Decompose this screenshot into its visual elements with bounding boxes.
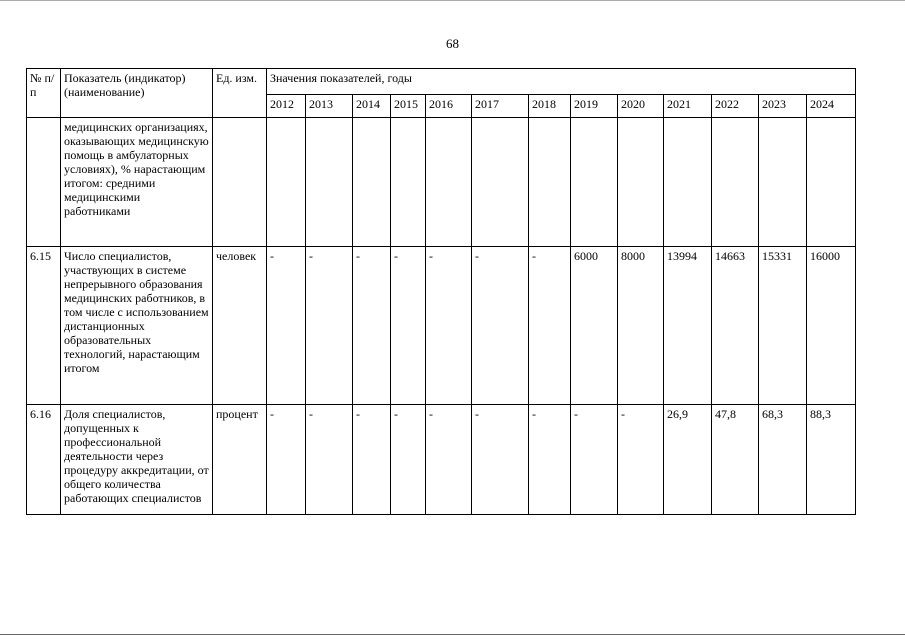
row-value: - (529, 405, 571, 515)
year-header: 2022 (712, 95, 759, 118)
row-value: - (618, 405, 664, 515)
year-header: 2020 (618, 95, 664, 118)
year-header: 2018 (529, 95, 571, 118)
row-value: - (426, 405, 472, 515)
row-value (426, 118, 472, 247)
row-value: 16000 (807, 247, 856, 405)
row-indicator: Доля специалистов, допущенных к профессиональной деятельности через процедуру аккредитации, от общего количества работающих специалистов (61, 405, 213, 515)
year-header: 2017 (472, 95, 529, 118)
row-value (529, 118, 571, 247)
row-value: - (306, 247, 353, 405)
header-row-1 (27, 69, 856, 95)
year-header: 2021 (664, 95, 712, 118)
row-num: 6.16 (27, 405, 61, 515)
row-value: - (267, 247, 306, 405)
header-years: Значения показателей, годы (267, 69, 856, 95)
year-header: 2012 (267, 95, 306, 118)
row-indicator: Число специалистов, участвующих в системе непрерывного образования медицинских работников, в том числе с использованием дистанционных образовательных технологий, нарастающим итогом (61, 247, 213, 405)
row-value: - (529, 247, 571, 405)
table-row (27, 405, 856, 515)
row-value: 14663 (712, 247, 759, 405)
row-value: 47,8 (712, 405, 759, 515)
header-indicator: Показатель (индикатор) (наименование) (61, 69, 213, 118)
row-value: - (353, 247, 391, 405)
row-value: 15331 (759, 247, 807, 405)
row-value (712, 118, 759, 247)
year-header: 2024 (807, 95, 856, 118)
row-unit: человек (213, 247, 267, 405)
year-header: 2014 (353, 95, 391, 118)
row-value (807, 118, 856, 247)
row-value: 26,9 (664, 405, 712, 515)
row-value (759, 118, 807, 247)
row-indicator: медицинских организациях, оказывающих медицинскую помощь в амбулаторных условиях), % нарастающим итогом: средними медицинскими работниками (61, 118, 213, 247)
row-value: - (353, 405, 391, 515)
row-num (27, 118, 61, 247)
table-row (27, 118, 856, 247)
row-value (618, 118, 664, 247)
row-value: - (267, 405, 306, 515)
scan-bottom-edge (0, 634, 905, 635)
row-value: 88,3 (807, 405, 856, 515)
row-value: - (306, 405, 353, 515)
row-value (267, 118, 306, 247)
year-header: 2019 (571, 95, 618, 118)
row-unit: процент (213, 405, 267, 515)
row-value: 8000 (618, 247, 664, 405)
row-value: 13994 (664, 247, 712, 405)
row-value (306, 118, 353, 247)
header-num: № п/п (27, 69, 61, 118)
row-unit (213, 118, 267, 247)
indicators-table (26, 68, 856, 515)
scan-top-edge (0, 0, 905, 1)
row-value (353, 118, 391, 247)
table-row (27, 247, 856, 405)
year-header: 2023 (759, 95, 807, 118)
row-value: - (391, 247, 426, 405)
row-value: - (426, 247, 472, 405)
year-header: 2015 (391, 95, 426, 118)
year-header: 2013 (306, 95, 353, 118)
row-value (472, 118, 529, 247)
row-value: - (391, 405, 426, 515)
row-value (391, 118, 426, 247)
row-value (664, 118, 712, 247)
row-value: - (472, 405, 529, 515)
row-value: 68,3 (759, 405, 807, 515)
row-value (571, 118, 618, 247)
page-number: 68 (446, 36, 459, 51)
header-unit: Ед. изм. (213, 69, 267, 118)
row-num: 6.15 (27, 247, 61, 405)
year-header: 2016 (426, 95, 472, 118)
row-value: - (472, 247, 529, 405)
row-value: - (571, 405, 618, 515)
row-value: 6000 (571, 247, 618, 405)
